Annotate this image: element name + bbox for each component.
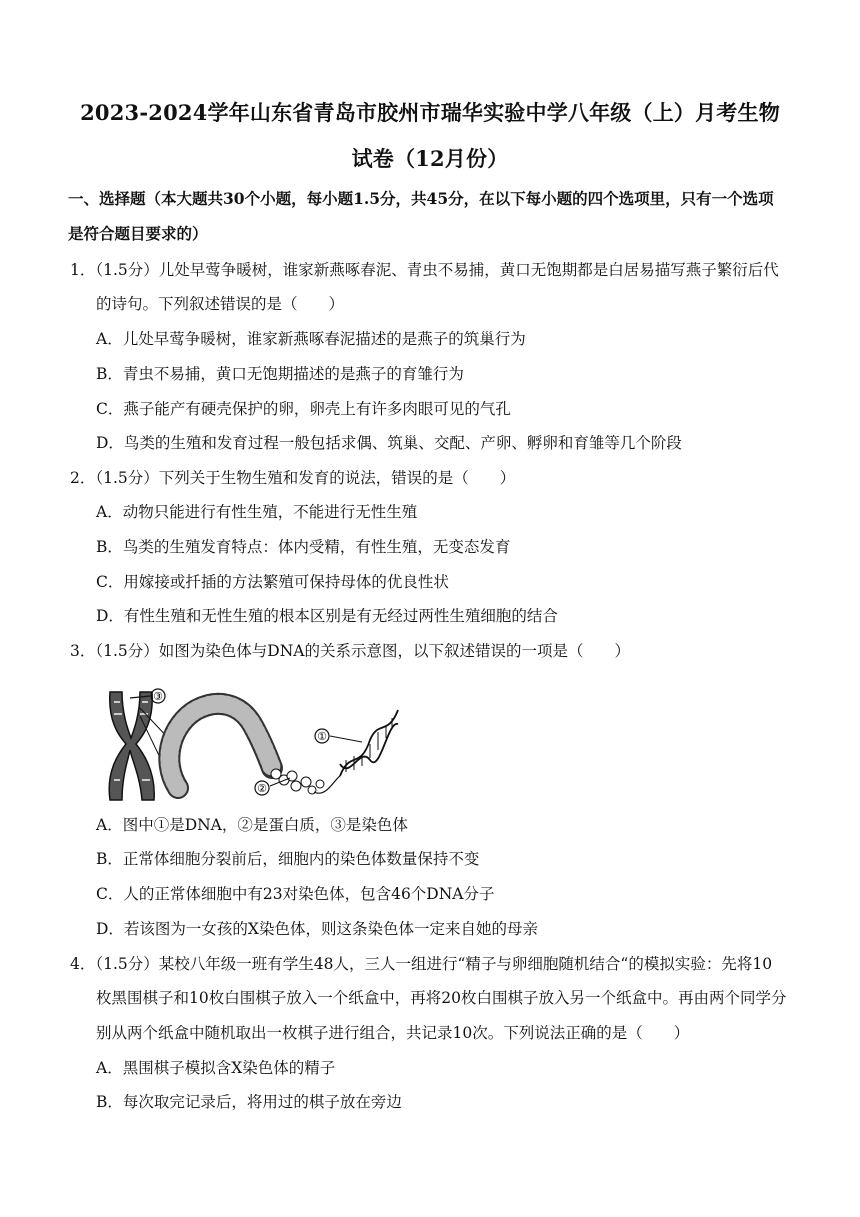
chromosome-dna-diagram: [100, 680, 410, 808]
q2-stem-line1: 2．（1.5分）下列关于生物生殖和发育的说法，错误的是（ ）: [70, 469, 516, 487]
chromosome-x-shape: [109, 692, 154, 800]
exam-title-line2: 试卷（12月份）: [351, 146, 509, 171]
q1-option-c: C．燕子能产有硬壳保护的卵，卵壳上有许多肉眼可见的气孔: [96, 400, 511, 418]
q4-stem-line2: 枚黑围棋子和10枚白围棋子放入一个纸盒中，再将20枚白围棋子放入另一个纸盒中。再由两个同学分: [96, 989, 787, 1007]
q1-stem-line1: 1．（1.5分）儿处早莺争暖树，谁家新燕啄春泥、青虫不易捕，黄口无饱期都是白居易描写燕子繁衍后代: [70, 261, 779, 279]
label-2: ②: [257, 782, 267, 795]
q3-stem-line1: 3．（1.5分）如图为染色体与DNA的关系示意图，以下叙述错误的一项是（ ）: [70, 642, 630, 660]
q1-option-a: A．儿处早莺争暖树，谁家新燕啄春泥描述的是燕子的筑巢行为: [96, 330, 526, 348]
q1-stem-line2: 的诗句。下列叙述错误的是（ ）: [96, 295, 345, 313]
section-heading-line2: 是符合题目要求的）: [68, 224, 208, 243]
q2-option-a: A．动物只能进行有性生殖，不能进行无性生殖: [96, 503, 418, 521]
q4-option-b: B．每次取完记录后，将用过的棋子放在旁边: [96, 1093, 402, 1111]
q1-option-b: B．青虫不易捕，黄口无饱期描述的是燕子的育雏行为: [96, 365, 464, 383]
label-1: ①: [317, 730, 327, 743]
q3-option-c: C．人的正常体细胞中有23对染色体，包含46个DNA分子: [96, 885, 495, 903]
q4-option-a: A．黑围棋子模拟含X染色体的精子: [96, 1059, 336, 1077]
exam-title-line1: 2023-2024学年山东省青岛市胶州市瑞华实验中学八年级（上）月考生物: [80, 100, 780, 125]
q2-option-c: C．用嫁接或扦插的方法繁殖可保持母体的优良性状: [96, 573, 449, 591]
q3-option-d: D．若该图为一女孩的X染色体，则这条染色体一定来自她的母亲: [96, 920, 538, 938]
q3-option-b: B．正常体细胞分裂前后，细胞内的染色体数量保持不变: [96, 850, 480, 868]
dna-double-helix: [340, 710, 398, 776]
coiled-chromatin: [169, 704, 272, 788]
q2-option-b: B．鸟类的生殖发育特点：体内受精，有性生殖，无变态发育: [96, 538, 511, 556]
label-3: ③: [153, 690, 163, 703]
q3-option-a: A．图中①是DNA，②是蛋白质，③是染色体: [96, 816, 408, 834]
q1-option-d: D．鸟类的生殖和发育过程一般包括求偶、筑巢、交配、产卵、孵卵和育雏等几个阶段: [96, 434, 682, 452]
section-heading-line1: 一、选择题（本大题共30个小题，每小题1.5分，共45分，在以下每小题的四个选项里，只有一个选项: [68, 189, 774, 208]
q4-stem-line3: 别从两个纸盒中随机取出一枚棋子进行组合，共记录10次。下列说法正确的是（ ）: [96, 1024, 690, 1042]
q2-option-d: D．有性生殖和无性生殖的根本区别是有无经过两性生殖细胞的结合: [96, 607, 558, 625]
q4-stem-line1: 4．（1.5分）某校八年级一班有学生48人，三人一组进行“精子与卵细胞随机结合“的模拟实验：先将10: [70, 955, 773, 973]
